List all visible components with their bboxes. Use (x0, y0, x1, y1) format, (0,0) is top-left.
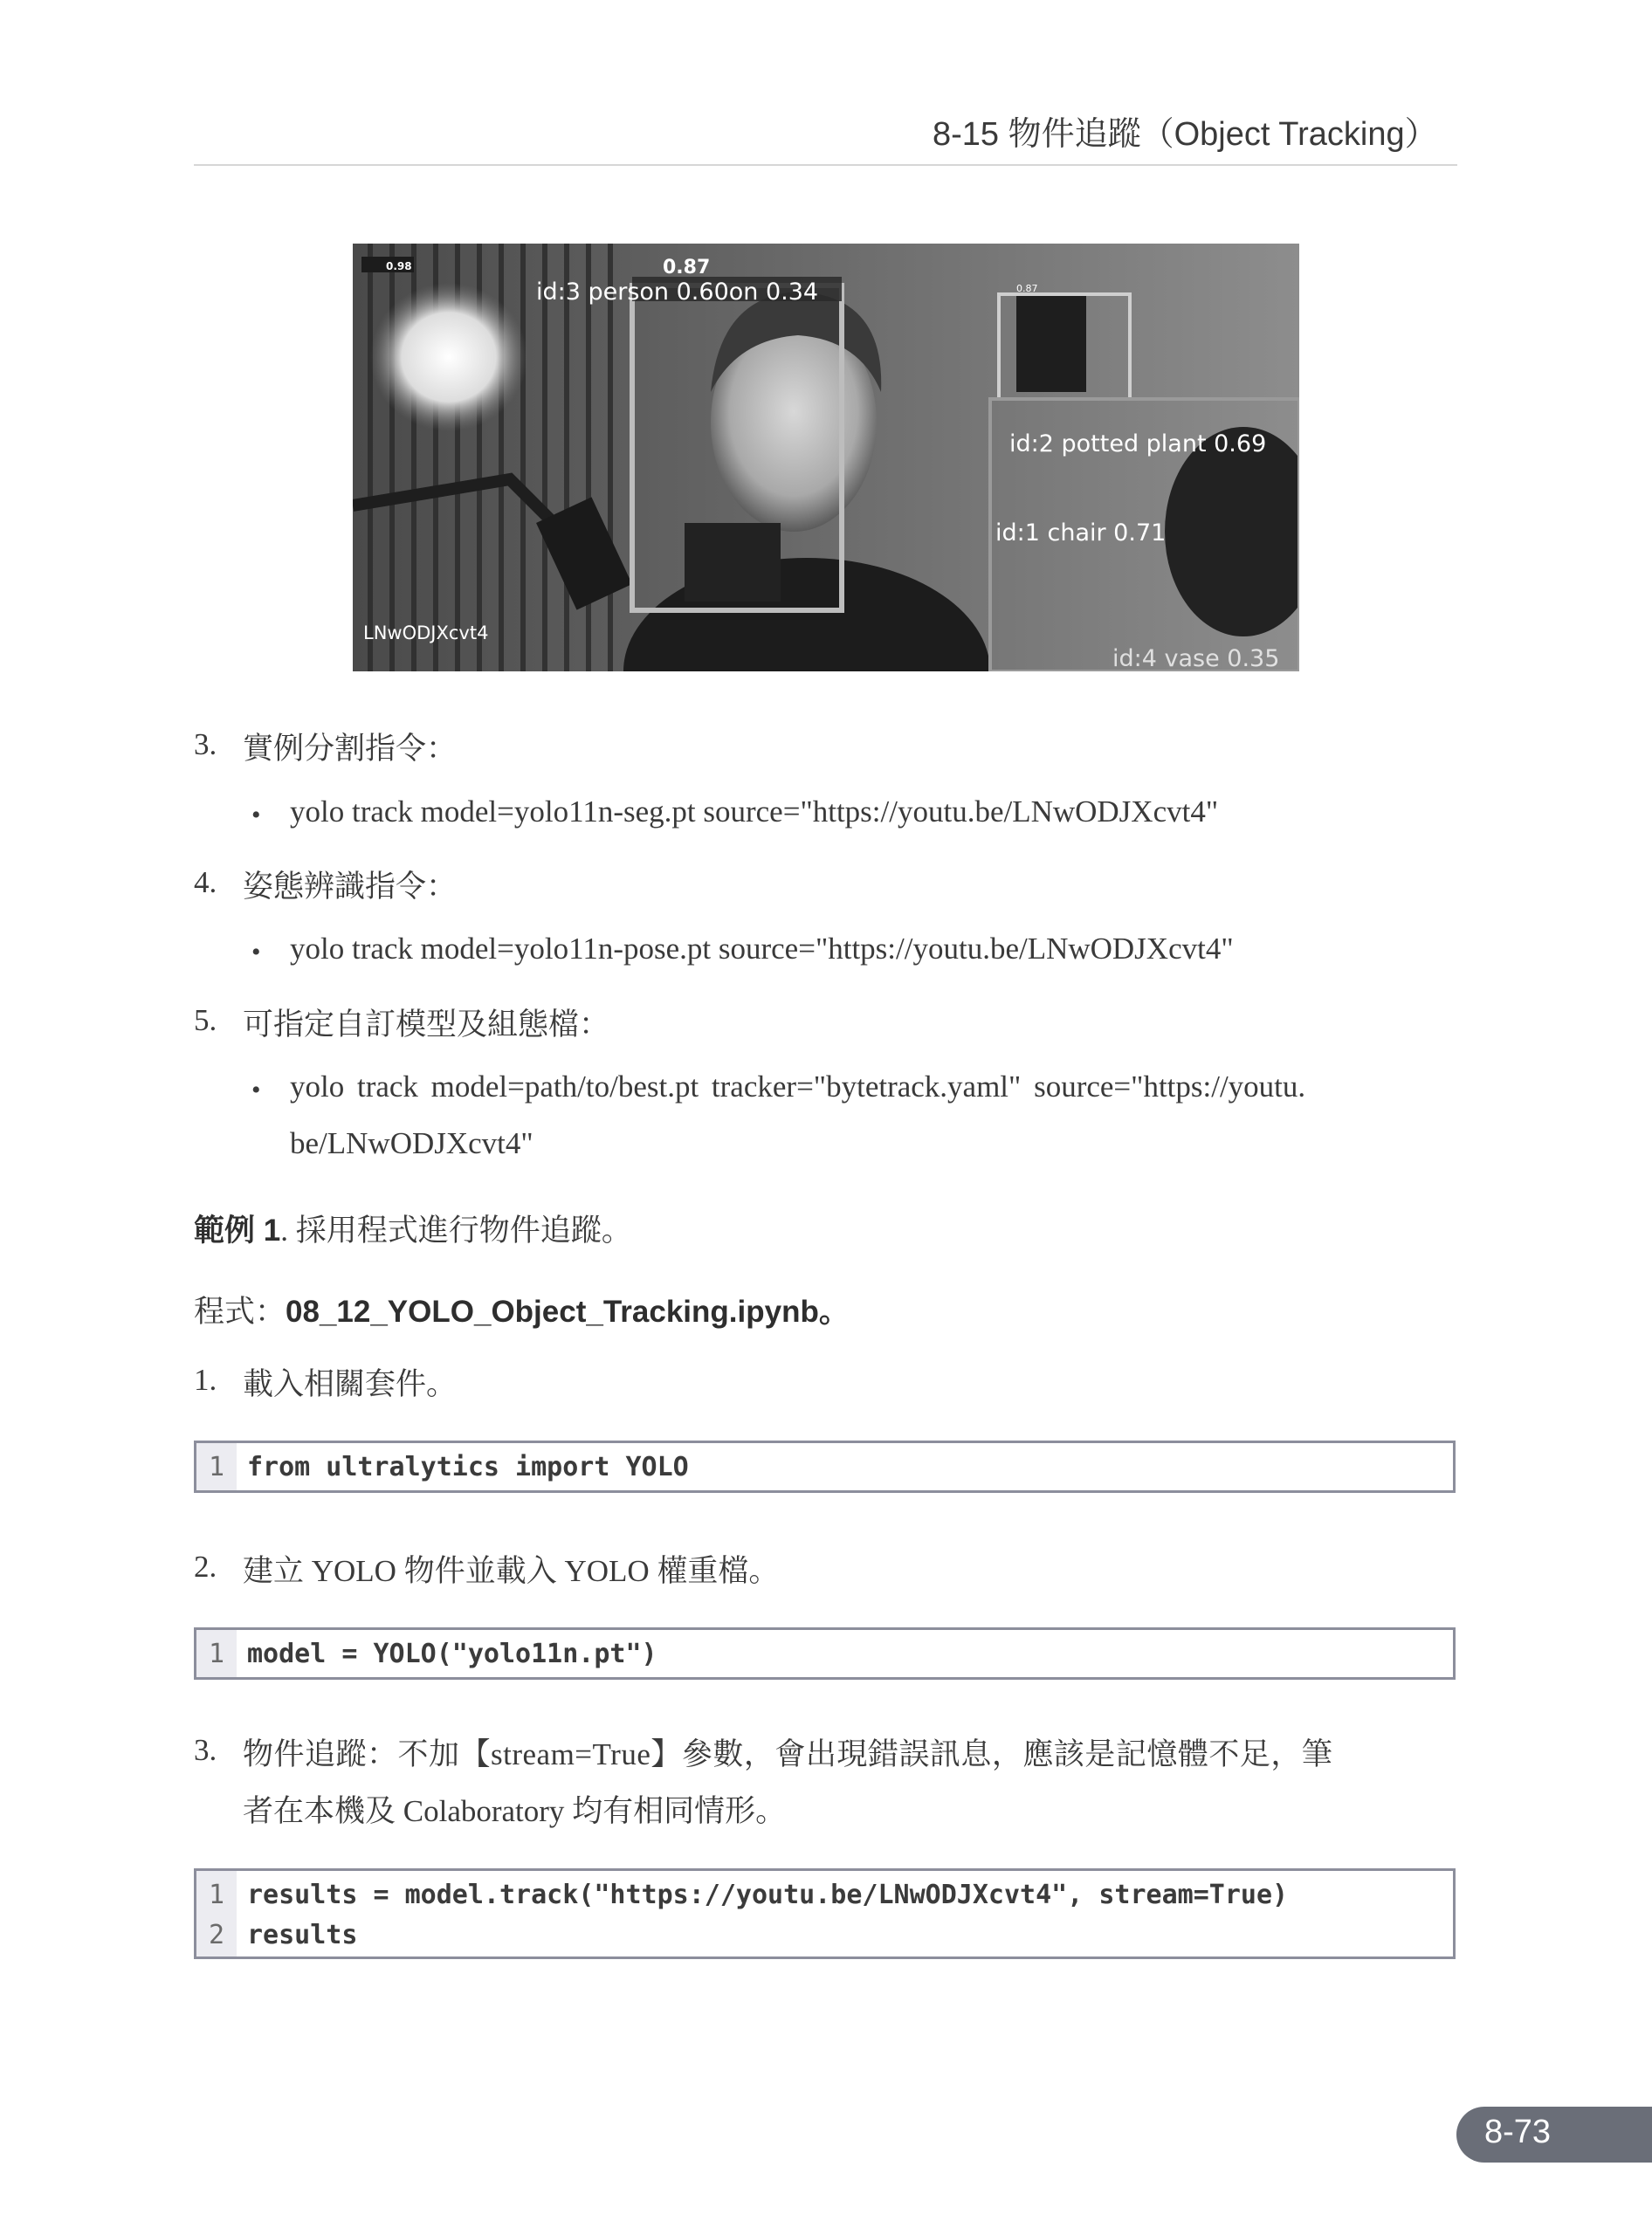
code-text: model = YOLO("yolo11n.pt") (247, 1639, 657, 1669)
step-number: 1. (194, 1363, 217, 1397)
bullet-dot: • (251, 1076, 261, 1104)
score-top: 0.87 (663, 257, 711, 279)
step-number: 5. (194, 1003, 217, 1037)
cli-command-line2: be/LNwODJXcvt4" (290, 1126, 533, 1160)
step-text-line2: 者在本機及 Colaboratory 均有相同情形。 (243, 1794, 787, 1828)
code-text: results (247, 1920, 358, 1950)
poster (1016, 296, 1086, 392)
example-text: . 採用程式進行物件追蹤。 (280, 1214, 632, 1248)
step-text-line1: 物件追蹤：不加【stream=True】參數，會出現錯誤訊息，應該是記憶體不足，筆 (243, 1737, 1333, 1771)
program-suffix: 。 (818, 1295, 850, 1329)
step-text: 姿態辨識指令： (243, 870, 458, 904)
example-heading (194, 1207, 632, 1250)
person-label: id:3 person 0.60on 0.34 (536, 279, 819, 306)
code-line (196, 1915, 1453, 1955)
cli-command: yolo track model=yolo11n-pose.pt source="https://youtu.be/LNwODJXcvt4" (290, 932, 1234, 966)
code-text: from ultralytics import YOLO (247, 1452, 689, 1482)
tracking-screenshot (353, 244, 1299, 671)
line-number: 1 (208, 1452, 225, 1482)
example-label: 範例 1 (194, 1214, 281, 1248)
line-number: 1 (208, 1880, 225, 1910)
step-text: 建立 YOLO 物件並載入 YOLO 權重檔。 (243, 1554, 780, 1588)
chair-shape (685, 523, 781, 602)
bullet-dot: • (251, 938, 261, 966)
score-small-right: 0.87 (1016, 283, 1038, 294)
code-text: results = model.track("https://youtu.be/LNwODJXcvt4", stream=True) (247, 1880, 1289, 1910)
neon-sign (370, 283, 527, 431)
potted-plant-label: id:2 potted plant 0.69 (1009, 430, 1267, 457)
page-header-title: 8-15 物件追蹤（Object Tracking） (933, 116, 1438, 153)
line-number: 1 (208, 1639, 225, 1669)
chair-label: id:1 chair 0.71 (995, 519, 1167, 547)
step-number: 3. (194, 1733, 217, 1767)
cli-command-line1: yolo track model=path/to/best.pt tracker="bytetrack.yaml" source="https://youtu. (290, 1069, 1306, 1104)
step-number: 2. (194, 1550, 217, 1584)
header-divider (194, 164, 1457, 166)
code-line (196, 1633, 1453, 1674)
bullet-dot: • (251, 801, 261, 829)
vase-label: id:4 vase 0.35 (1112, 645, 1280, 671)
page-number: 8-73 (1484, 2114, 1552, 2150)
step-number: 3. (194, 727, 217, 761)
program-prefix: 程式： (194, 1295, 286, 1329)
cli-command: yolo track model=yolo11n-seg.pt source="https://youtu.be/LNwODJXcvt4" (290, 794, 1219, 829)
video-watermark: LNwODJXcvt4 (363, 622, 489, 643)
line-number: 2 (208, 1920, 225, 1950)
program-line (194, 1288, 850, 1331)
step-text: 載入相關套件。 (243, 1367, 458, 1401)
score-small-left: 0.98 (386, 260, 412, 272)
code-line (196, 1447, 1453, 1487)
code-line (196, 1874, 1453, 1915)
program-filename: 08_12_YOLO_Object_Tracking.ipynb (286, 1295, 819, 1329)
code-cell (194, 1627, 1456, 1680)
step-number: 4. (194, 865, 217, 899)
code-cell (194, 1441, 1456, 1493)
step-text: 可指定自訂模型及組態檔： (243, 1007, 610, 1042)
step-text: 實例分割指令： (243, 732, 458, 766)
code-cell (194, 1868, 1456, 1959)
